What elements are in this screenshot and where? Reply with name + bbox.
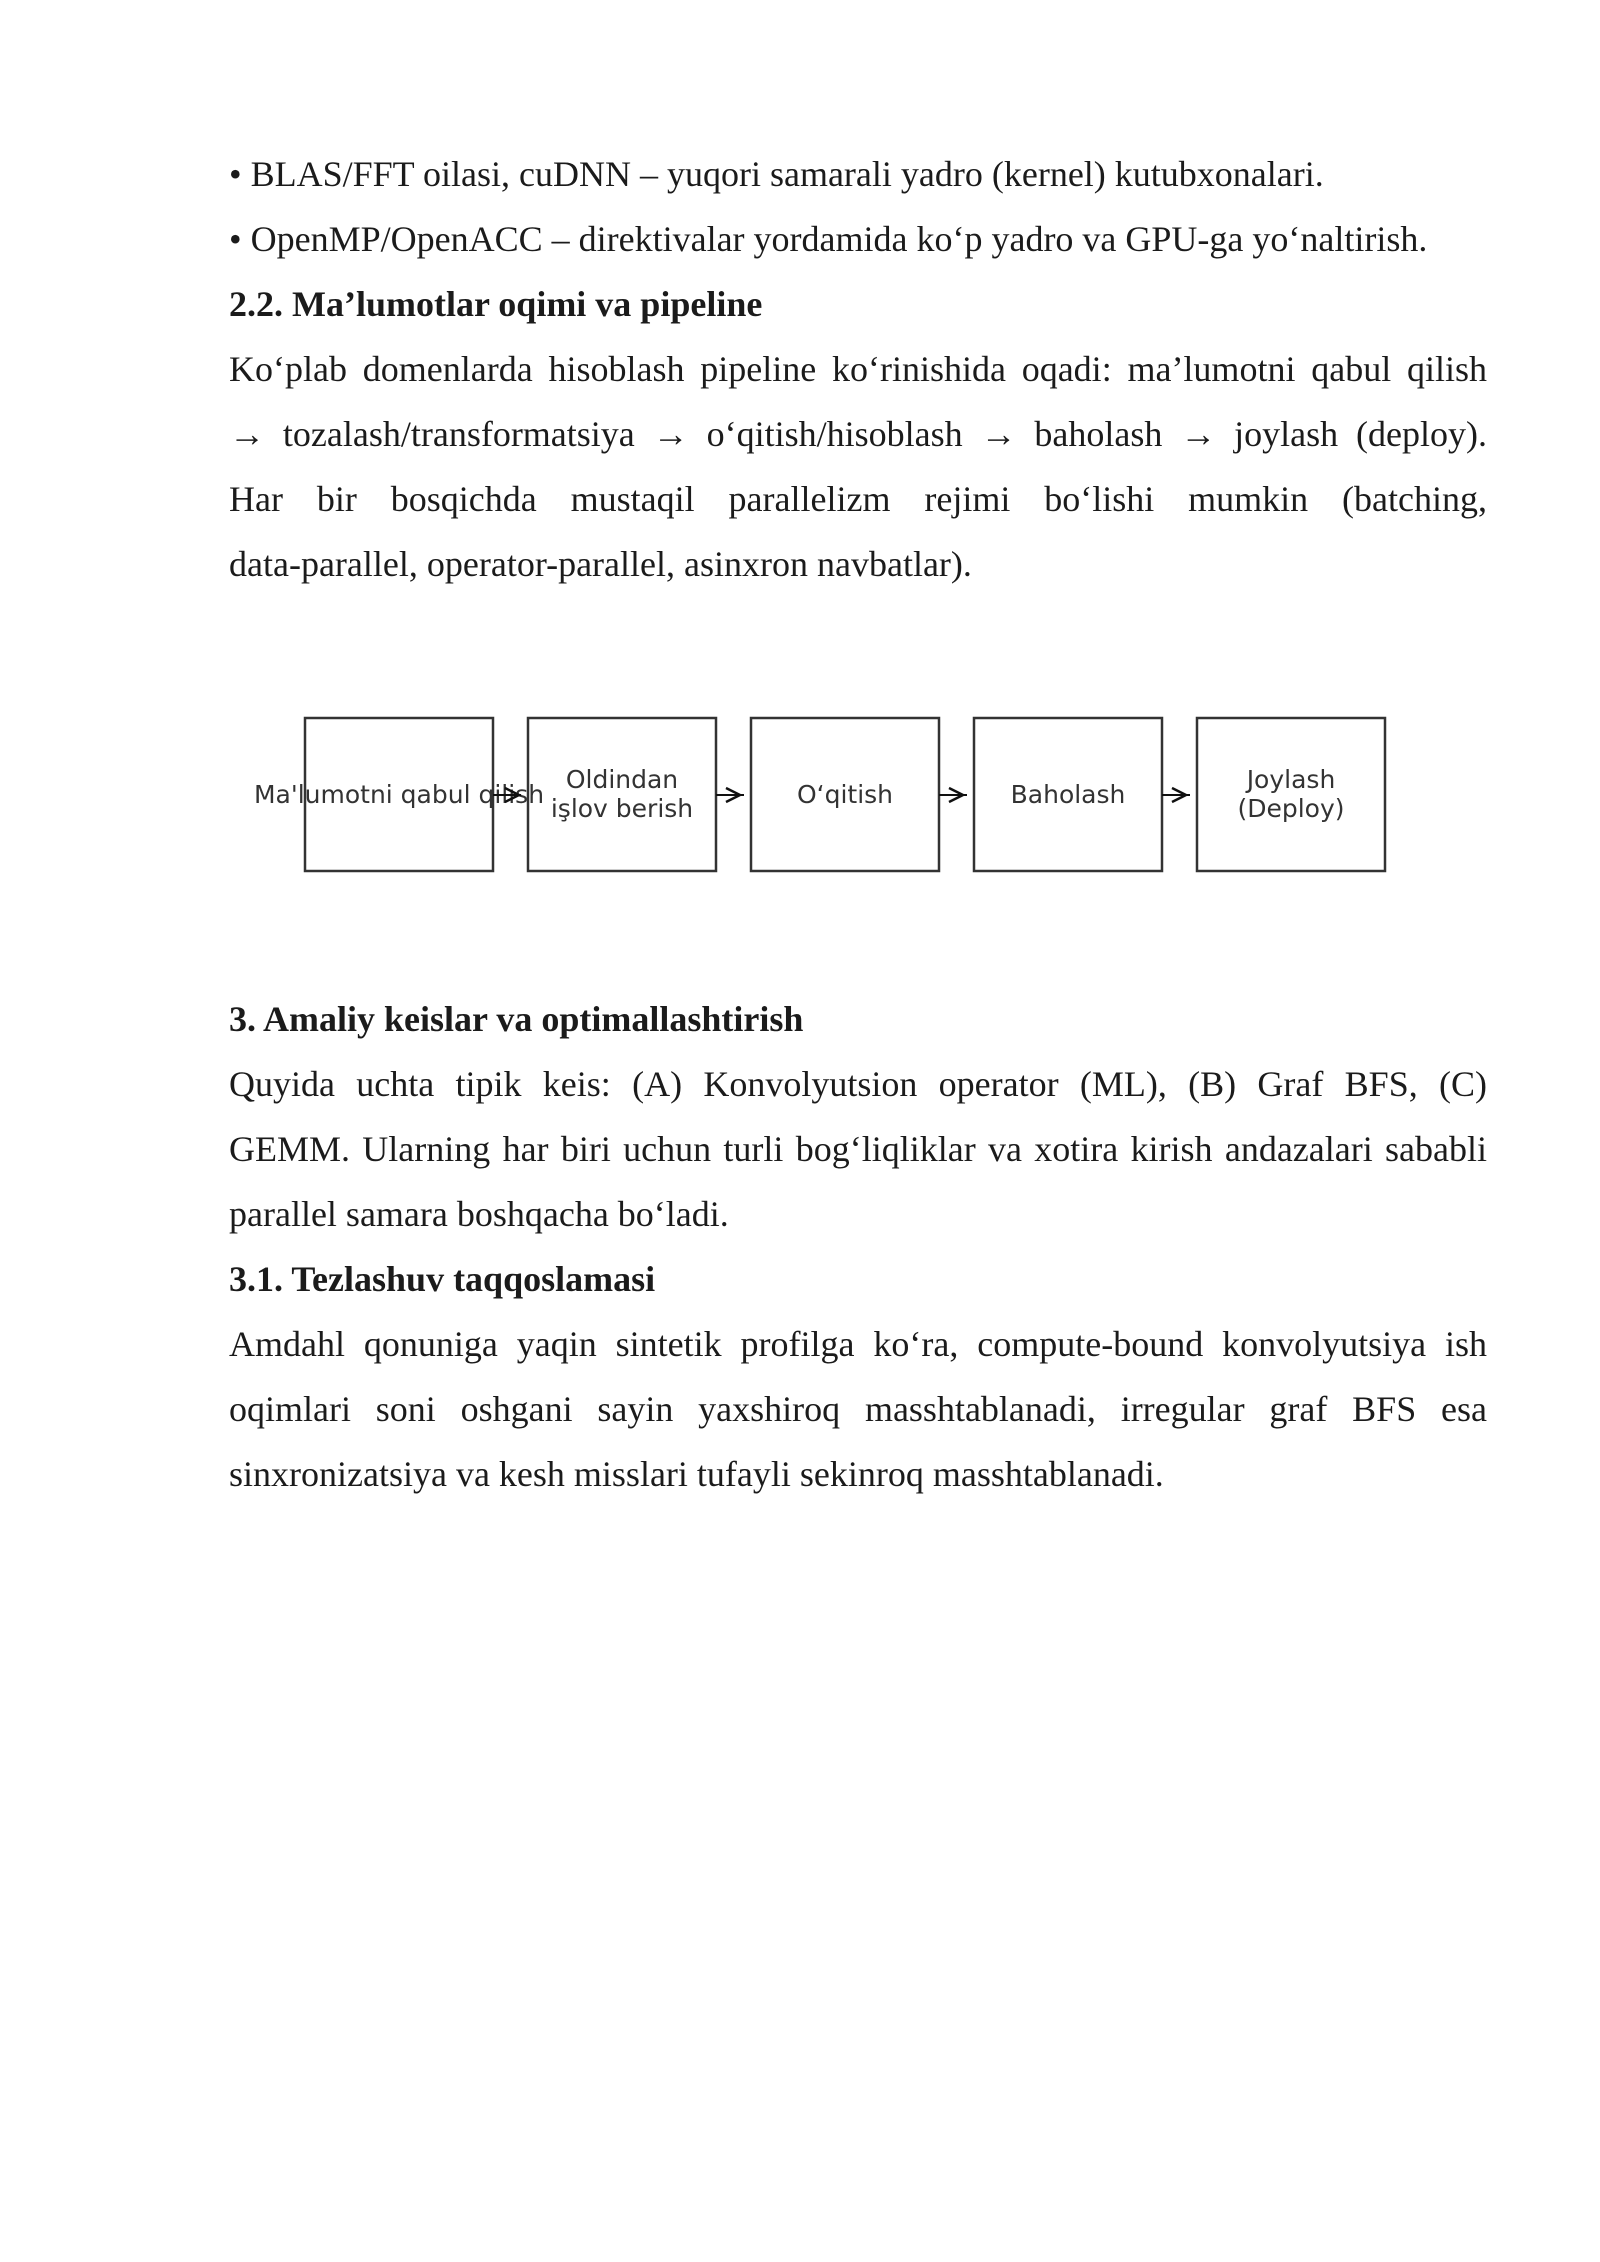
paragraph-line: data-parallel, operator-parallel, asinxron navbatlar). [229, 544, 972, 584]
paragraph-line: Amdahl qonuniga yaqin sintetik profilga ko‘ra, compute-bound konvolyutsiya ish [229, 1324, 1487, 1364]
paragraph-line: Har bir bosqichda mustaqil parallelizm rejimi bo‘lishi mumkin (batching, [229, 479, 1487, 519]
stage-label-4: Baholash [1010, 780, 1126, 809]
stage-label-3: O‘qitish [796, 780, 894, 809]
paragraph-line: sinxronizatsiya va kesh misslari tufayli sekinroq masshtablanadi. [229, 1454, 1164, 1494]
stage-label-2-line-1: Oldindan [565, 765, 679, 794]
stage-label-5-line-1: Joylash [1246, 765, 1336, 794]
stage-box-5 [1197, 718, 1385, 871]
section-heading: 3.1. Tezlashuv taqqoslamasi [229, 1259, 656, 1299]
stage-box-3 [751, 718, 939, 871]
paragraph-line: Quyida uchta tipik keis: (A) Konvolyutsion operator (ML), (B) Graf BFS, (C) [229, 1064, 1487, 1104]
arrow-4 [1162, 788, 1190, 802]
stage-label-5-line-2: (Deploy) [1237, 794, 1345, 823]
stage-box-2 [528, 718, 716, 871]
stage-label-1: Ma'lumotni qabul qilish [253, 780, 545, 809]
arrow-3 [939, 788, 967, 802]
paragraph-line: parallel samara boshqacha bo‘ladi. [229, 1194, 729, 1234]
arrow-2 [716, 788, 744, 802]
bullet-item: • BLAS/FFT oilasi, cuDNN – yuqori samarali yadro (kernel) kutubxonalari. [229, 154, 1324, 194]
bullet-item: • OpenMP/OpenACC – direktivalar yordamida ko‘p yadro va GPU-ga yo‘naltirish. [229, 219, 1428, 259]
paragraph-line: GEMM. Ularning har biri uchun turli bog‘liqliklar va xotira kirish andazalari sababli [229, 1129, 1487, 1169]
section-heading: 2.2. Ma’lumotlar oqimi va pipeline [229, 284, 763, 324]
paragraph-line: → tozalash/transformatsiya → o‘qitish/hisoblash → baholash → joylash (deploy). [229, 414, 1487, 454]
paragraph-line: Ko‘plab domenlarda hisoblash pipeline ko‘rinishida oqadi: ma’lumotni qabul qilish [229, 349, 1487, 389]
stage-box-4 [974, 718, 1162, 871]
stage-label-2-line-2: işlov berish [550, 794, 694, 823]
section-heading: 3. Amaliy keislar va optimallashtirish [229, 999, 804, 1039]
paragraph-line: oqimlari soni oshgani sayin yaxshiroq masshtablanadi, irregular graf BFS esa [229, 1389, 1487, 1429]
